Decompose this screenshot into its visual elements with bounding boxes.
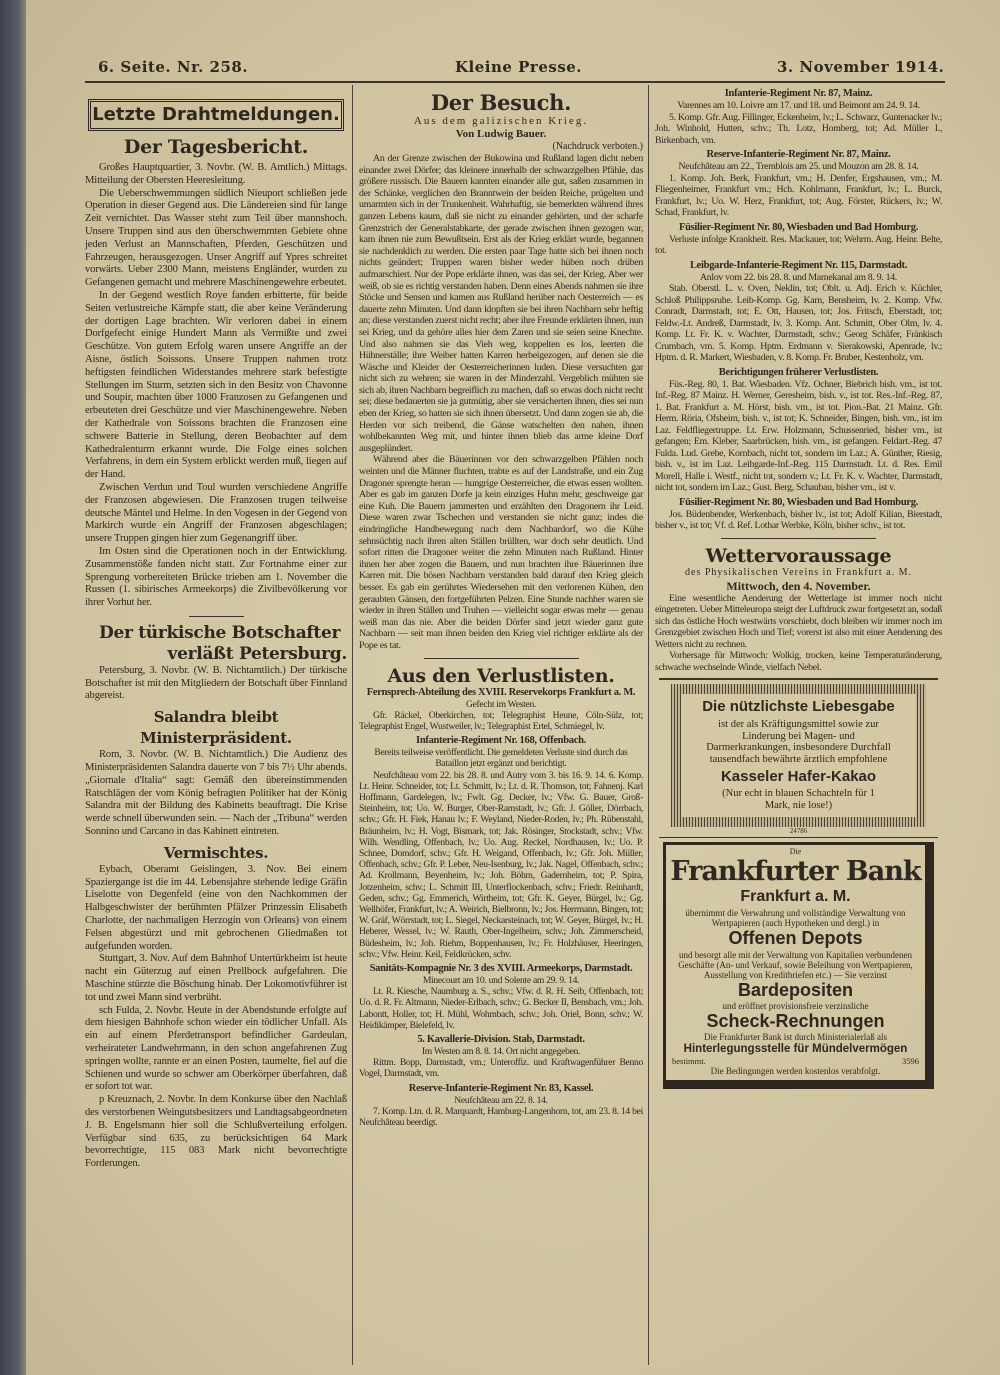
casualty-subheading: Im Westen am 8. 8. 14. Ort nicht angegeben. xyxy=(421,1046,581,1058)
article-besuch xyxy=(359,153,643,652)
casualty-entries: Füs.-Reg. 80, 1. Bat. Wiesbaden. Vfz. Ochner, Biebrich bish. vm., ist tot. Inf.-Reg. 87 Mainz. H. Werner, Geresheim, bish. v., ist tot. Res.-Inf.-Reg. 87, 1. Bat. Frankfurt a. M. Hörst, bish. vm., ist tot. Pion.-Bat. 21 Mainz. Gfr. Herm. Röria, Ofsheim, bish. v., ist tot; K. Schneider, Bingen, bish. vm., ist im Laz. Feldfliegertruppe. Lt. Erw. Holzmann, Schussenried, bisher vm., ist gefangen; Em. Kleber, Saarbrücken, bish. vm., ist gefangen. Feldart.-Reg. 47 Fulda. Lud. Grebe, Kornbach, nicht tot, sondern im Laz.; A. Günther, Riesig, bish. v., ist im Laz. Leibgarde-Inf.-Reg. 115 Darmstadt. Lt. d. Res. Emil Morell, Halle i. Westf., nicht tot, sondern v.; Lt. Fr. K. v. Wachter, Darmstadt, nicht tot, sondern im Laz.; Gust. Berg, Schaubau, bisher vm., ist v. xyxy=(655,378,942,493)
headline-vermischtes: Vermischtes. xyxy=(163,843,269,862)
separator xyxy=(659,678,938,680)
paragraph: Eine wesentliche Aenderung der Wetterlage ist immer noch nicht eingetreten. Ueber Mitteleuropa steigt der Luftdruck zwar fortgesetzt an, sodaß sich das östliche Hoch westwärts vorschiebt, doch bleiben wir immer noch im Grenzgebiet zwischen Hoch und Tief; vorerst ist also mit einer Aenderung des Wetters nicht zu rechnen. xyxy=(655,592,942,650)
ad-pre: Die xyxy=(789,847,802,856)
separator xyxy=(189,616,244,617)
casualty-lists-continued xyxy=(655,88,942,532)
middle-column xyxy=(359,90,643,1128)
headline-verlustlisten: Aus den Verlustlisten. xyxy=(387,664,615,687)
headline-weather: Wettervoraussage xyxy=(705,544,892,567)
headline-besuch: Der Besuch. xyxy=(430,90,572,115)
ad-code: 24786 xyxy=(789,827,808,835)
casualty-heading: Reserve-Infanterie-Regiment Nr. 87, Mainz. xyxy=(706,149,891,160)
casualty-entries: Neufchâteau vom 22. bis 28. 8. und Autry vom 3. bis 16. 9. 14. 6. Komp. Lt. Heinr. Schneider, tot; Lt. Schmitt, lv.; Lt. d. R. Thomson, tot; Fahnenj. Karl Hoffmann, Gardelegen, lv.; Fwlt. Gg. Decker, lv.; Vfw. G. Bauer, Groß-Steinheim, tot; Uo. W. Burger, Ober-Ramstadt, lv.; Gfr. J. Göller, Dörrbach, schv.; Gfr. H. Fiek, Hanau lv.; F. Weyland, Nieder-Roden, lv.; Ph. Rübenstahl, Bräunheim, lv.; H. Vogt, Bismark, tot; Jak. Rösinger, Stockstadt, schv.; Vfw. Wilh. Wendling, Offenbach, lv.; Uo. Aug. Reckel, Nordhausen, lv.; Uo. P. Schnee, Domdorf, schv.; Gfr. H. Weigand, Offenbach, lv.; Gfr. Joh. Müller, Offenbach, schv.; Gfr. P. Leber, Neu-Isenburg, lv.; Jak. Nagel, Offenbach, schv.; Ad. Krollmann, Beyenheim, lv.; Joh. Böhm, Gadernheim, tot; P. Spira, Jotzenheim, schv.; L. Schmitt III, Unterflockenbach, schv.; Friedr. Reinhardt, Geden, schv.; Gg. Emmerich, Wirtheim, tot; Gfr. K. Geyer, Bürgel, lv.; Gg. Wellhöfer, Frankfurt, lv.; A. Weirich, Bielbronn, lv.; Jos. Herrmann, Bingen, tot; W. Gräf, Wörrstadt, tot; L. Siegel, Neckarsteinach, tot; W. Geyer, Bürgel, lv.; H. Heberer, Wessel, lv.; W. Rauth, Ober-Ingelheim, schv.; Joh. Zimmerscheid, Büdesheim, lv.; Joh. Riehm, Boppenhausen, lv.; Fr. Holzhäuser, Heeringen, schv.; Vfw. Heinr. Keil, Feldkrücken, schv. xyxy=(359,769,643,960)
paragraph: Zwischen Verdun und Toul wurden verschiedene Angriffe der Franzosen abgewiesen. Die Franzosen trugen teilweise deutsche Mäntel und Helme. In den Vogesen in der Gegend von Markirch wurde ein Angriff der Franzosen abgeschlagen; unsere Truppen gingen hier zum Gegenangriff über. xyxy=(85,481,347,545)
casualty-subheading: Anlov vom 22. bis 28. 8. und Marnekanal am 8. 9. 14. xyxy=(700,271,897,283)
ornament-separator xyxy=(424,658,579,659)
ad-text: bestimmt. xyxy=(672,1056,706,1066)
paragraph: Petersburg, 3. Novbr. (W. B. Nichtamtlich.) Der türkische Botschafter ist mit den Mitgliedern der Botschaft über Finnland abgereist. xyxy=(85,664,347,702)
casualty-section xyxy=(359,735,643,960)
paragraph: Im Osten sind die Operationen noch in der Entwicklung. Zusammenstöße fanden nicht statt. Zur Fortnahme einer zur Sprengung vorbereiteten Brücke trieben am 1. November die Russen (1. sibirisches Armeekorps) die Zivilbevölkerung vor ihrer Vorhut her. xyxy=(85,545,347,609)
casualty-heading: Berichtigungen früherer Verlustlisten. xyxy=(718,366,879,378)
casualty-subheading: Bereits teilweise veröffentlicht. Die gemeldeten Verluste sind durch das Bataillon jetzt ergänzt und berichtigt. xyxy=(374,747,628,770)
reprint-note: (Nachdruck verboten.) xyxy=(552,141,643,152)
article-tagesbericht xyxy=(85,162,347,610)
casualty-heading: Füsilier-Regiment Nr. 80, Wiesbaden und Bad Homburg. xyxy=(678,221,919,233)
page-binding-edge xyxy=(0,0,26,1375)
byline: Von Ludwig Bauer. xyxy=(455,128,547,140)
ad-note: (Nur echt in blauen Schachteln für 1 Mark, nie lose!) xyxy=(722,788,875,811)
casualty-section xyxy=(359,687,643,733)
casualty-entries: Lt. R. Kiesche, Naumburg a. S., schv.; Vfw. d. R. H. Seib, Offenbach, tot; Uo. d. R. Fr. Altmann, Nieder-Erlbach, schv.; G. Becker II, Bensbach, vm.; Joh. Labontt, Holler, tot; H. Mühl, Wohmbach, schv.; Joh. Oriel, Bonn, schv.; W. Heidikämper, Bielefeld, lv. xyxy=(359,986,643,1031)
advertisement-kakao xyxy=(671,684,926,827)
article-salandra xyxy=(85,749,347,839)
weather-date: Mittwoch, den 4. November. xyxy=(726,578,871,593)
casualty-subheading: Varennes am 10. Loivre am 17. und 18. und Beimont am 24. 9. 14. xyxy=(677,100,920,111)
casualty-heading: Infanterie-Regiment Nr. 168, Offenbach. xyxy=(416,735,586,747)
casualty-entries: Jos. Büdenbender, Werkenbach, bisher lv., ist tot; Adolf Kilian, Bierstadt, bisher v., ist tot; Vf. d. Ref. Lothar Werbke, Köln, bisher schv., ist tot. xyxy=(655,508,942,531)
paragraph: sch Fulda, 2. Novbr. Heute in der Abendstunde erfolgte auf dem hiesigen Bahnhofe schon wieder ein tödlicher Unfall. Als ein auf einem Pferdetransport befindlicher Gardeulan, verheirateter Landwehrmann, in den schon angefahrenen Zug springen wollte, rannte er an einen Posten, taumelte, fiel auf die Schienen und wurde so schwer am Oberkörper überfahren, daß er sofort tot war. xyxy=(85,1004,347,1093)
forecast: Vorhersage für Mittwoch: Wolkig, trocken, keine Temperaturänderung, schwache wechselnde Winde, vielfach Nebel. xyxy=(655,650,942,673)
weather-report xyxy=(655,593,942,674)
casualty-lists xyxy=(359,687,643,1129)
paragraph: Stuttgart, 3. Nov. Auf dem Bahnhof Untertürkheim ist heute nacht ein Güterzug auf einen Prellbock aufgefahren. Die Maschine stürzte die Böschung hinab. Der Lokomotivführer ist tot und zwei Mann sind verbrüht. xyxy=(85,953,347,1003)
weather-source: des Physikalischen Vereins in Frankfurt a. M. xyxy=(684,566,912,578)
ad-code: 3596 xyxy=(902,1056,919,1066)
paragraph: p Kreuznach, 2. Novbr. In dem Konkurse über den Nachlaß des verstorbenen Weingutsbesitzers und Landtagsabgeordneten J. B. Engelsmann hier soll die Schlußverteilung erfolgen. Verfügbar sind 635, zu berücksichtigen 64 Mark bevorrechtigte, 115 083 Mark nicht bevorrechtigte Forderungen. xyxy=(85,1094,347,1170)
headline-botschafter-1: Der türkische Botschafter xyxy=(99,622,341,643)
casualty-heading: Sanitäts-Kompagnie Nr. 3 des XVIII. Armeekorps, Darmstadt. xyxy=(369,963,633,974)
section-box-title: Letzte Drahtmeldungen. xyxy=(88,99,344,131)
separator xyxy=(659,837,938,838)
ad-big-text: Bardepositen xyxy=(737,980,854,1000)
bank-city: Frankfurt a. M. xyxy=(740,888,851,905)
paragraph: Rom, 3. Novbr. (W. B. Nichtamtlich.) Die Audienz des Ministerpräsidenten Salandra dauerte von 7 bis 7½ Uhr abends. „Giornale d'Italia“ sagt: Gemäß den übereinstimmenden Ratschlägen der vom König befragten Politiker hat der König Salandra mit der Bildung des Kabinetts beauftragt. Die Krise werde schnell überwunden sein. — Nach der „Tribuna“ werden Sonnino und Carcano in das Kabinett eintreten. xyxy=(85,749,347,838)
headline-salandra: Salandra bleibt Ministerpräsident. xyxy=(140,708,292,748)
advertisement-frankfurter-bank xyxy=(663,842,934,1089)
casualty-subheading: Neufchâteau am 22. 8. 14. xyxy=(454,1094,548,1106)
paragraph: An der Grenze zwischen der Bukowina und Rußland lagen dicht neben einander zwei Dörfer; das kleinere innerhalb der schwarzgelben Pfähle, das größere russisch. Die Bauern kannten einander alle gut, saßen zusammen in der Schänke, verglichen den Branntwein der beiden Reiche, prügelten und umarmten sich in der Trunkenheit. Wahrhaftig, sie bemerkten während ihres ganzen Lebens kaum, daß sie nicht zu einander gehörten, und der scharfe Grenzstrich der Generalstabkarte, der gerade zwischen ihnen gezogen war, kam ihnen nie zum Bewußtsein. Erst als der Krieg erklärt wurde, begannen sie nachdenklich zu werden. Die ersten paar Tage hatte sich bei ihnen noch nichts geändert; Truppen waren bisher weder hüben noch drüben aufmarschiert. Nur der Pope erklärte ihnen, was das sei, der Krieg. Aber wer weiß, ob sie es richtig verstanden haben. Denn eines Abends nahmen sie ihre Stöcke und Sensen und kamen aus Rußland herüber nach Oesterreich — es dauerte zehn Minuten. Und dann klopften sie bei ihren Nachbarn sehr heftig an; diese verstanden zuerst nicht recht; aber ihre Freunde erklärten ihnen, nun sei Krieg, und da gehöre alles hier dem Zaren und sie seien seine Knechte. Und also nahmen sie das Vieh weg, koppelten es los, leerten die Hühnerställe; ihre Weiber hatten Karren herbeigezogen, auf denen sie die Wäsche und Kleider der Oesterreicherinnen luden. Diese versuchten gar nicht sich zu wehren; sie waren in der Minderzahl. Vergeblich mühten sie sich ab, ihren Nachbarn begreiflich zu machen, daß so etwas doch nicht recht sei; diese bedauerten sie ja gutmütig, aber sie versicherten ihnen, dies sei nun eben der Krieg, so hatten sie sich ihnen übersetzt. Und dann zogen sie ab, die Herden vor sich treibend, die Gänse watschelten den nahen, ihnen wohlbekannten Weg mit, und hinter ihnen blieb das arme kleine Dorf ausgeplündert. xyxy=(359,153,643,454)
paragraph: Eybach, Oberamt Geislingen, 3. Nov. Bei einem Spaziergange ist die im 44. Lebensjahre stehende ledige Gräfin Liselotte von Degenfeld (eine von den Nachkommen der Halbgeschwister der berühmten Pfälzer Prinzessin Elisabeth Charlotte, der nachmaligen Herzogin von Orleans) von einem Felsen abgestürzt und mit gebrochenen Gliedmaßen tot aufgefunden worden. xyxy=(85,863,347,952)
casualty-entries: Stab. Oberstl. L. v. Oven, Neklin, tot; Oblt. u. Adj. Erich v. Küchler, Schloß Philippsruhe. Leib-Komp. Gg. Karn, Bensheim, lv. 2. Komp. Vfw. Conradt, Darmstadt, tot; E. Ott, Hausen, tot; Jos. Fritsch, Eberstadt, tot; Feldw.-Lt. Andreß, Darmstadt, lv. 3. Komp. Ant. Schmitt, Ober Olm, lv. 4. Komp. Lt. Fr. K. v. Wachter, Darmstadt, schv.; Georg Schäfer, Fränkisch Crumbach, vm. 5. Komp. Hptm. Erdmann v. Sierakowski, Apenrade, lv.; Hptm. d. R. Markert, Wiesbaden, v. 8. Komp. Fr. Bruber, Kestenholz, vm. xyxy=(655,283,942,363)
header-rule xyxy=(85,81,945,83)
casualty-heading: Reserve-Infanterie-Regiment Nr. 83, Kassel. xyxy=(408,1082,594,1094)
paragraph: Großes Hauptquartier, 3. Novbr. (W. B. Amtlich.) Mittags. Mitteilung der Obersten Heeresleitung. xyxy=(85,162,347,186)
ad-text: Die Bedingungen werden kostenlos verabfolgt. xyxy=(710,1066,881,1076)
paragraph: In der Gegend westlich Roye fanden erbitterte, für beide Seiten verlustreiche Kämpfe statt, die aber keine Veränderung der dortigen Lage brachten. Wir verloren dabei in einem Dorfgefecht einige Hundert Mann als Vermißte und zwei Geschütze. Von gutem Erfolg waren unsere Angriffe an der Aisne, östlich Soissons. Unsere Truppen nahmen trotz heftigsten feindlichen Widerstandes mehrere stark befestigte Stellungen im Sturm, setzten sich in den Besitz von Chavonne und Soupir, machten über 1000 Franzosen zu Gefangenen und erbeuteten drei Geschütze und vier Maschinengewehre. Neben der Kathedrale von Soissons brachten die Franzosen eine schwere Batterie in Stellung, deren Beobachter auf dem Kathedralenturm erkannt wurde. Die Folge eines solchen Verfahrens, in dem ein System erblickt werden muß, liegen auf der Hand. xyxy=(85,289,347,481)
casualty-section xyxy=(655,367,942,494)
casualty-entries: Gfr. Räckel, Oberkirchen, tot; Telegraphist Heune, Cöln-Sülz, tot; Telegraphist Engel, Wustweiler, lv.; Telegraphist Ertel, Schmiegel, lv. xyxy=(359,709,643,732)
casualty-entries: 1. Komp. Joh. Berk, Frankfurt, vm.; H. Denfer, Ergshausen, vm.; M. Fliegenheimer, Frankfurt vm.; Hch. Kohlmann, Frankfurt, lv.; L. Burck, Frankfurt, lv.; Uo. W. Herz, Frankfurt, tot; Aug. Förster, Rückers, lv.; W. Schad, Frankfurt, lv. xyxy=(655,172,942,218)
casualty-subheading: Minecourt am 10. und Solente am 29. 9. 14. xyxy=(422,975,580,986)
paragraph: Während aber die Bäuerinnen vor den schwarzgelben Pfählen noch weinten und die Männer fluchten, trabte es auf der Landstraße, und ein Zug Dragoner sprengte heran — hungrige Oesterreicher, die etwas essen wollten. Aber es gab im ganzen Dorfe ja kein einziges Huhn mehr, geschweige gar eine Kuh. Die Bauern jammerten und erzählten den Dragonern ihr Leid. Diese waren zwar Tschechen und verstanden sie nicht ganz; indes die eindringliche Handbewegung nach dem Nachbardorf, wo die Kühe sehnsüchtig nach ihren alten Ställen brüllten, war doch sehr deutlich. Und sofort ritten die Dragoner weiter die zehn Minuten nach Rußland. Hinter ihnen her aber zogen die Bauern, und nun brachten ihre Bäuerinnen ihre Karren mit. Die bösen Nachbarn verstanden bald darauf den Krieg gleich besser. Es gab ein gerührtes Wiedersehen mit den verlorenen Kühen, den geraubten Gänsen, den fortgeführten Pelzen. Eine Stunde nachher waren sie wieder in ihren Ställen und Truhen — vielleicht sogar etwas mehr — genau weiß man das nie. Aber die beiden Dörfer sind jetzt wieder ganz gute Nachbarn — seit man ihnen beiden den Krieg viel richtiger erklärte als der Pope es tat. xyxy=(359,454,643,651)
ad-product: Kasseler Hafer-Kakao xyxy=(720,768,877,785)
casualty-section xyxy=(655,260,942,364)
column-rule xyxy=(648,85,649,1365)
casualty-section xyxy=(359,963,643,1031)
ornament-separator xyxy=(721,538,876,539)
column-rule xyxy=(352,85,353,1365)
casualty-section xyxy=(655,88,942,146)
article-vermischtes xyxy=(85,864,347,1171)
page-number: 6. Seite. Nr. 258. xyxy=(98,58,249,76)
headline-tagesbericht: Der Tagesbericht. xyxy=(123,136,309,158)
ad-big-text: Hinterlegungsstelle für Mündelvermögen xyxy=(683,1043,908,1055)
ad-footer-row xyxy=(672,1056,919,1066)
ad-text: Die Frankfurter Bank ist durch Ministerialerlaß als xyxy=(704,1032,887,1042)
right-column xyxy=(655,88,942,1089)
casualty-section xyxy=(655,149,942,219)
issue-date: 3. November 1914. xyxy=(777,58,945,76)
casualty-section xyxy=(359,1034,643,1080)
casualty-section xyxy=(359,1083,643,1129)
casualty-heading: Infanterie-Regiment Nr. 87, Mainz. xyxy=(724,88,873,99)
ad-big-text: Offenen Depots xyxy=(728,928,863,948)
casualty-section xyxy=(655,222,942,257)
casualty-heading: 5. Kavallerie-Division. Stab, Darmstadt. xyxy=(417,1034,585,1046)
casualty-entries: 7. Komp. Ltn. d. R. Marquardt, Hamburg-Langenhorn, tot, am 23. 8. 14 bei Neufchâteau beerdigt. xyxy=(359,1105,643,1129)
ad-text: und besorgt alle mit der Verwaltung von Kapitalien verbundenen Geschäfte (An- und Verkauf, sowie Beleihung von Wertpapieren, Ausstellung von Kreditbriefen etc.) — Sie verzinst xyxy=(678,950,913,980)
paragraph: Die Ueberschwemmungen südlich Nieuport schließen jede Operation in dieser Gegend aus. Die Ländereien sind für lange Zeit vernichtet. Das Wasser steht zum Teil über mannshoch. Unsere Truppen sind aus den überschwemmten Gebiete ohne jeden Verlust an Mannschaften, Pferden, Geschützen und Fahrzeugen, herausgezogen. Unser Angriff auf Ypres schreitet vorwärts. Ueber 2300 Mann, meistens Engländer, wurden zu Gefangenen gemacht und mehrere Maschinengewehre erbeutet. xyxy=(85,187,347,289)
ad-text: übernimmt die Verwahrung und vollständige Verwaltung von Wertpapieren (auch Hypotheken und dergl.) in xyxy=(685,908,906,928)
casualty-entries: Rittm. Bopp, Darmstadt, vm.; Unteroffiz. und Kraftwagenführer Benno Vogel, Darmstadt, vm. xyxy=(359,1057,643,1080)
ad-body: ist der als Kräftigungsmittel sowie zur Linderung bei Magen- und Darmerkrankungen, insbesondere Durchfall tausendfach bewährte ärztlich empfohlene xyxy=(706,719,891,765)
casualty-heading: Leibgarde-Infanterie-Regiment Nr. 115, Darmstadt. xyxy=(689,259,908,271)
newspaper-name: Kleine Presse. xyxy=(455,58,583,76)
casualty-entries: Verluste infolge Krankheit. Res. Mackauer, tot; Wehrm. Aug. Heinr. Belte, tot. xyxy=(655,233,942,256)
casualty-entries: 5. Komp. Gfr. Aug. Fillinger, Eckenheim, lv.; L. Schwarz, Guntenacker lv.; Joh. Winhold, Hutten, schv.; Th. Lotz, Homberg, tot; Ad. Müller I., Birkenbach, vm. xyxy=(655,111,942,146)
subtitle: Aus dem galizischen Krieg. xyxy=(413,115,589,127)
casualty-heading: Füsilier-Regiment Nr. 80, Wiesbaden und Bad Homburg. xyxy=(678,496,919,508)
ad-headline: Die nützlichste Liebesgabe xyxy=(702,698,895,715)
left-column xyxy=(85,97,347,1171)
headline-botschafter-2: verläßt Petersburg. xyxy=(167,643,347,664)
ad-text: und eröffnet provisionsfreie verzinsliche xyxy=(722,1001,869,1011)
casualty-subheading: Neufchâteau am 22., Tremblois am 25. und Mouzon am 28. 8. 14. xyxy=(678,161,919,172)
casualty-section xyxy=(655,497,942,532)
article-botschafter xyxy=(85,665,347,703)
casualty-heading: Fernsprech-Abteilung des XVIII. Reservekorps Frankfurt a. M. xyxy=(366,686,636,698)
casualty-subheading: Gefecht im Westen. xyxy=(465,698,537,710)
bank-name: Frankfurter Bank xyxy=(670,856,921,887)
ad-big-text: Scheck-Rechnungen xyxy=(706,1011,885,1031)
